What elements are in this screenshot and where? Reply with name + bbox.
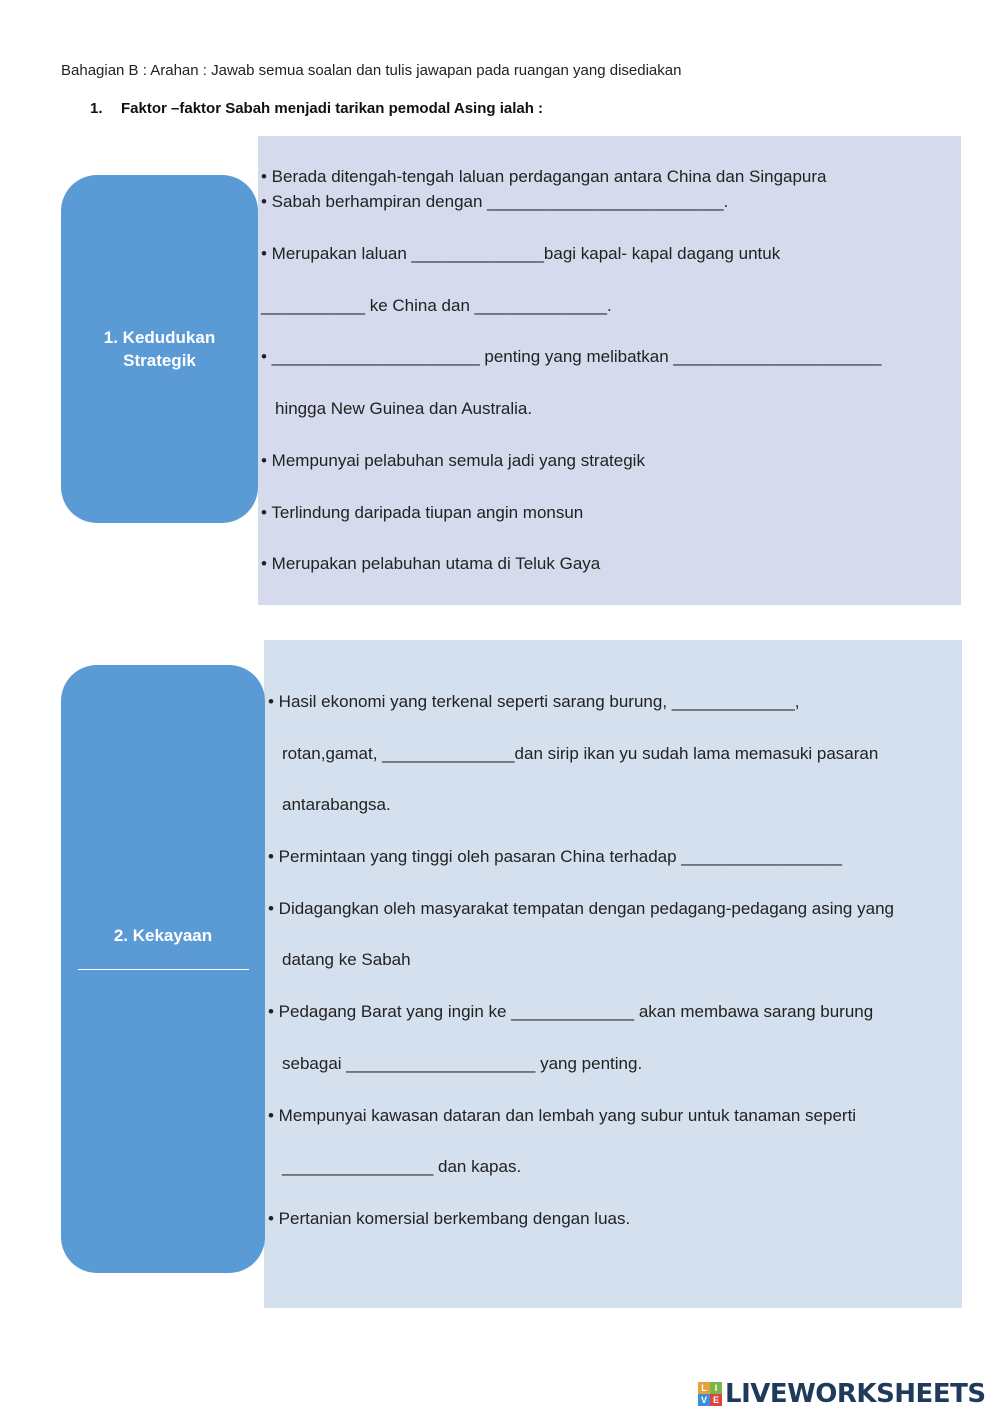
section1-line: • Merupakan pelabuhan utama di Teluk Gaya xyxy=(261,554,601,573)
section2-line: sebagai ____________________ yang penting. xyxy=(282,1054,643,1073)
section1-line: hingga New Guinea dan Australia. xyxy=(275,399,533,418)
section1-line: • Berada ditengah-tengah laluan perdagangan antara China dan Singapura xyxy=(261,167,827,186)
section2-line: ________________ dan kapas. xyxy=(282,1157,522,1176)
section1-line: • Merupakan laluan ______________bagi kapal- kapal dagang untuk xyxy=(261,244,781,263)
question-number: 1. xyxy=(90,100,103,117)
section1-line: • Mempunyai pelabuhan semula jadi yang strategik xyxy=(261,451,645,470)
section1-line: • Terlindung daripada tiupan angin monsun xyxy=(261,503,584,522)
section2-line: datang ke Sabah xyxy=(282,950,411,969)
section2-line: • Pedagang Barat yang ingin ke _____________ akan membawa sarang burung xyxy=(268,1002,874,1021)
section2-line: • Mempunyai kawasan dataran dan lembah yang subur untuk tanaman seperti xyxy=(268,1106,857,1125)
section1-label-line2: Strategik xyxy=(123,351,196,370)
section1-label-box xyxy=(61,175,258,523)
section1-line: • ______________________ penting yang melibatkan ______________________ xyxy=(261,347,882,366)
section2-line: • Hasil ekonomi yang terkenal seperti sarang burung, _____________, xyxy=(268,692,800,711)
question-heading xyxy=(90,100,543,117)
section2-panel xyxy=(264,640,962,1308)
liveworksheets-logo[interactable] xyxy=(698,1378,986,1410)
section2-label: 2. Kekayaan xyxy=(113,926,213,945)
liveworksheets-logo-icon: L I V E xyxy=(698,1382,722,1406)
question-text: Faktor –faktor Sabah menjadi tarikan pemodal Asing ialah : xyxy=(121,100,544,117)
section2-line: rotan,gamat, ______________dan sirip ikan yu sudah lama memasuki pasaran xyxy=(282,744,879,763)
section1-line: • Sabah berhampiran dengan _________________________. xyxy=(261,192,729,211)
section2-answer-blank[interactable] xyxy=(78,969,249,970)
section1-label-line1: 1. Kedudukan xyxy=(103,328,216,347)
section2-line: • Permintaan yang tinggi oleh pasaran China terhadap _________________ xyxy=(268,847,843,866)
instruction-text: Bahagian B : Arahan : Jawab semua soalan dan tulis jawapan pada ruangan yang disediakan xyxy=(61,62,682,79)
section2-label-box xyxy=(61,665,265,1273)
section2-line: • Pertanian komersial berkembang dengan luas. xyxy=(268,1209,631,1228)
section2-line: antarabangsa. xyxy=(282,795,391,814)
logo-text: LIVEWORKSHEETS xyxy=(725,1379,986,1409)
section2-line: • Didagangkan oleh masyarakat tempatan dengan pedagang-pedagang asing yang xyxy=(268,899,894,918)
section1-line: ___________ ke China dan ______________. xyxy=(261,296,612,315)
